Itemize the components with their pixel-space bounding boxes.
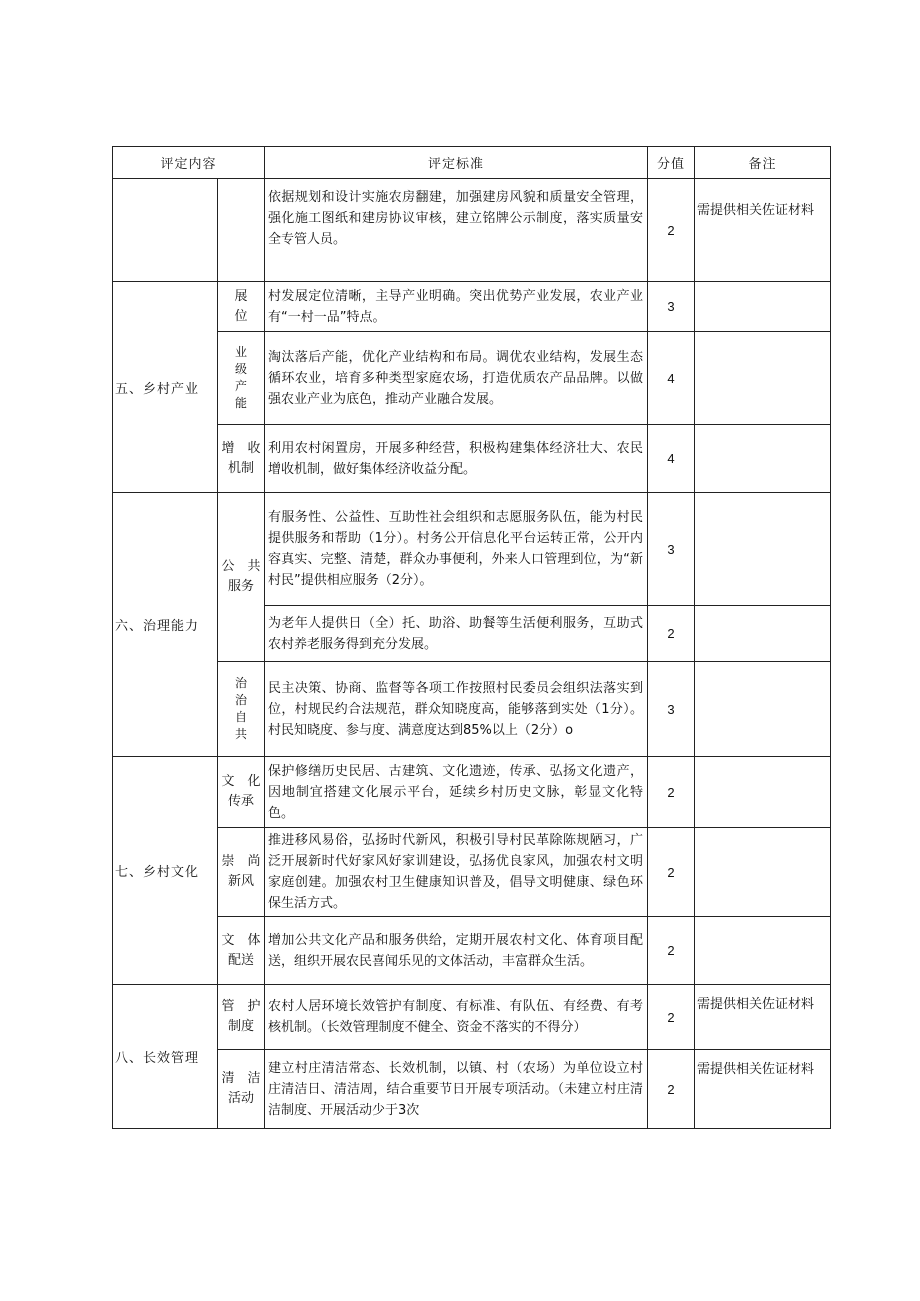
standard-cell: 推进移风易俗，弘扬时代新风，积极引导村民革除陈规陋习，广泛开展新时代好家风好家训建设，弘扬优良家风，加强农村文明家庭创建。加强农村卫生健康知识普及，倡导文明健康、绿色环保生活方式。 [265, 828, 648, 917]
score-cell: 3 [648, 493, 695, 606]
table-row [113, 917, 831, 985]
category-cell: 八、长效管理 [113, 985, 218, 1129]
subcategory-line: 传承 [228, 794, 255, 809]
header-content: 评定内容 [113, 147, 265, 179]
note-cell [695, 917, 831, 985]
standard-cell: 为老年人提供日（全）托、助浴、助餐等生活便利服务，互助式农村养老服务得到充分发展。 [265, 606, 648, 662]
subcategory-cell [218, 757, 265, 828]
score-cell: 3 [648, 282, 695, 332]
note-cell: 需提供相关佐证材料 [695, 179, 831, 282]
category-cell [113, 179, 218, 282]
header-note: 备注 [695, 147, 831, 179]
note-cell [695, 493, 831, 606]
score-cell: 2 [648, 606, 695, 662]
subcategory-cell [218, 425, 265, 493]
subcategory-line: 治 [235, 693, 248, 707]
score-cell: 4 [648, 425, 695, 493]
header-score: 分值 [648, 147, 695, 179]
subcategory-line: 级 [235, 362, 248, 376]
table-row [113, 425, 831, 493]
subcategory-line: 文 体 [221, 932, 261, 948]
table-row [113, 662, 831, 757]
standard-cell: 村发展定位清晰，主导产业明确。突出优势产业发展，农业产业有“一村一品”特点。 [265, 282, 648, 332]
table-row [113, 757, 831, 828]
standard-cell: 有服务性、公益性、互助性社会组织和志愿服务队伍，能为村民提供服务和帮助（1分）。村务公开信息化平台运转正常，公开内容真实、完整、清楚，群众办事便利，外来人口管理到位，为“新村民”提供相应服务（2分）。 [265, 493, 648, 606]
note-cell: 需提供相关佐证材料 [695, 1050, 831, 1129]
standard-cell: 建立村庄清洁常态、长效机制，以镇、村（农场）为单位设立村庄清洁日、清洁周，结合重要节日开展专项活动。（未建立村庄清洁制度、开展活动少于3次 [265, 1050, 648, 1129]
note-cell [695, 425, 831, 493]
subcategory-cell [218, 179, 265, 282]
subcategory-line: 管 护 [221, 999, 261, 1014]
subcategory-line: 能 [235, 396, 248, 410]
subcategory-line: 新风 [228, 874, 255, 889]
table-header-row [113, 147, 831, 179]
subcategory-cell [218, 662, 265, 757]
score-cell: 2 [648, 1050, 695, 1129]
subcategory-line: 自 [235, 710, 248, 724]
subcategory-cell [218, 282, 265, 332]
subcategory-line: 文 化 [221, 774, 261, 789]
subcategory-line: 配送 [228, 952, 255, 968]
subcategory-cell [218, 917, 265, 985]
subcategory-line: 增 收 [221, 440, 261, 456]
subcategory-cell [218, 493, 265, 662]
score-cell: 2 [648, 917, 695, 985]
standard-cell: 农村人居环境长效管护有制度、有标准、有队伍、有经费、有考核机制。（长效管理制度不健全、资金不落实的不得分） [265, 985, 648, 1050]
subcategory-cell [218, 985, 265, 1050]
subcategory-cell [218, 828, 265, 917]
note-cell [695, 606, 831, 662]
subcategory-line: 清 洁 [221, 1071, 261, 1086]
score-cell: 2 [648, 828, 695, 917]
score-cell: 2 [648, 757, 695, 828]
subcategory-cell [218, 1050, 265, 1129]
table-row [113, 332, 831, 425]
score-cell: 2 [648, 985, 695, 1050]
subcategory-line: 机制 [228, 460, 255, 476]
subcategory-line: 共 [235, 727, 248, 741]
category-cell: 六、治理能力 [113, 493, 218, 757]
subcategory-line: 活动 [228, 1091, 255, 1106]
subcategory-line: 位 [234, 308, 248, 324]
subcategory-cell [218, 332, 265, 425]
subcategory-line: 产 [235, 379, 248, 393]
subcategory-line: 崇 尚 [221, 854, 261, 869]
standard-cell: 民主决策、协商、监督等各项工作按照村民委员会组织法落实到位，村规民约合法规范，群众知晓度高，能够落到实处（1分）。村民知晓度、参与度、满意度达到85%以上（2分）o [265, 662, 648, 757]
standard-cell: 依据规划和设计实施农房翻建，加强建房风貌和质量安全管理，强化施工图纸和建房协议审核，建立铭牌公示制度，落实质量安全专管人员。 [265, 179, 648, 282]
note-cell [695, 662, 831, 757]
score-cell: 2 [648, 179, 695, 282]
table-row [113, 282, 831, 332]
table-row [113, 493, 831, 606]
subcategory-line: 展 [234, 288, 248, 304]
standard-cell: 利用农村闲置房，开展多种经营，积极构建集体经济壮大、农民增收机制，做好集体经济收益分配。 [265, 425, 648, 493]
subcategory-line: 服务 [228, 579, 255, 594]
subcategory-line: 公 共 [221, 559, 261, 574]
subcategory-line: 制度 [228, 1019, 255, 1034]
table-row [113, 1050, 831, 1129]
subcategory-line: 治 [235, 676, 248, 690]
standard-cell: 保护修缮历史民居、古建筑、文化遗迹，传承、弘扬文化遗产，因地制宜搭建文化展示平台，延续乡村历史文脉，彰显文化特色。 [265, 757, 648, 828]
category-cell: 五、乡村产业 [113, 282, 218, 493]
note-cell [695, 282, 831, 332]
note-cell: 需提供相关佐证材料 [695, 985, 831, 1050]
note-cell [695, 332, 831, 425]
note-cell [695, 828, 831, 917]
subcategory-line: 业 [235, 345, 248, 359]
evaluation-table [112, 146, 831, 1129]
category-cell: 七、乡村文化 [113, 757, 218, 985]
score-cell: 3 [648, 662, 695, 757]
table-row [113, 828, 831, 917]
standard-cell: 增加公共文化产品和服务供给，定期开展农村文化、体育项目配送，组织开展农民喜闻乐见的文体活动，丰富群众生活。 [265, 917, 648, 985]
table-row [113, 985, 831, 1050]
header-standard: 评定标准 [265, 147, 648, 179]
standard-cell: 淘汰落后产能，优化产业结构和布局。调优农业结构，发展生态循环农业，培育多种类型家庭农场，打造优质农产品品牌。以做强农业产业为底色，推动产业融合发展。 [265, 332, 648, 425]
note-cell [695, 757, 831, 828]
table-row [113, 179, 831, 282]
score-cell: 4 [648, 332, 695, 425]
